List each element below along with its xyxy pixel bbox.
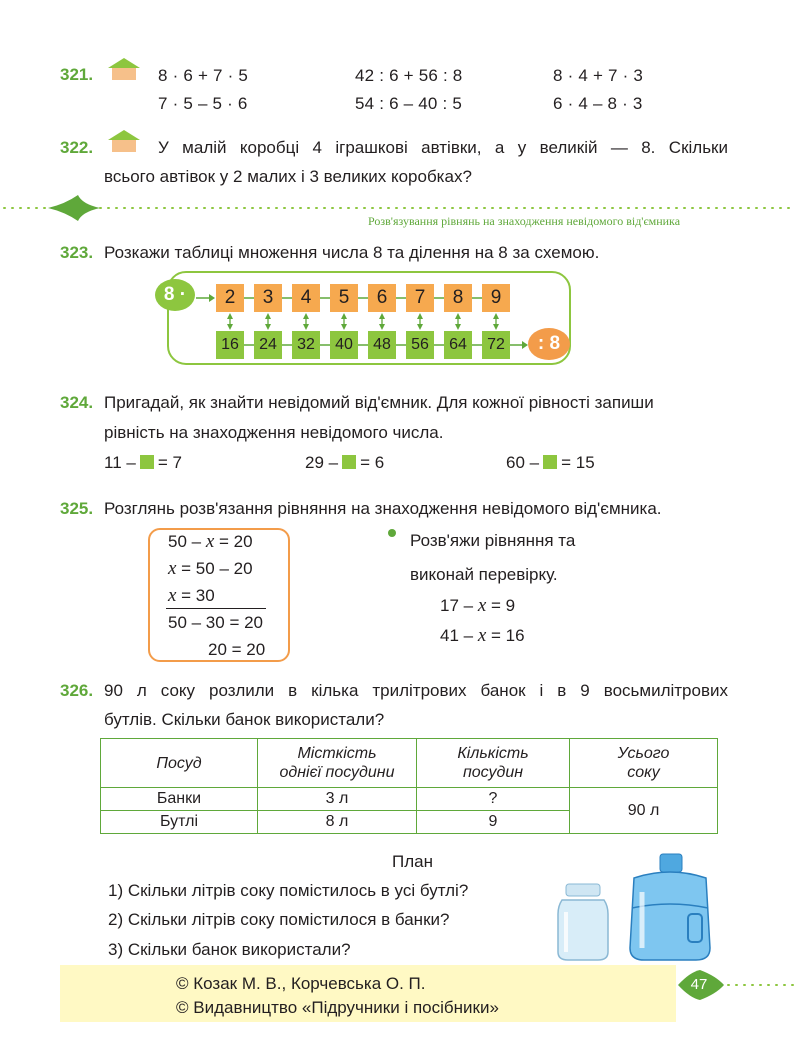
copyright-line: © Козак М. В., Корчевська О. П. — [176, 974, 426, 993]
table-cell: 3 л — [258, 788, 417, 811]
task-number-322: 322. — [60, 138, 94, 157]
product-box: 16 — [216, 331, 244, 359]
product-box: 32 — [292, 331, 320, 359]
task-text: виконай перевірку. — [410, 565, 558, 584]
table-row — [101, 788, 718, 811]
task-text: рівність на знаходження невідомого числа. — [104, 423, 444, 442]
expression: 8 · 4 + 7 · 3 — [553, 66, 644, 85]
blank-square — [543, 455, 557, 469]
task-text: Розкажи таблиці множення числа 8 та ділення на 8 за схемою. — [104, 243, 600, 262]
jar-icon — [552, 882, 614, 962]
product-box: 72 — [482, 331, 510, 359]
factor-box: 2 — [216, 284, 244, 312]
factor-box: 4 — [292, 284, 320, 312]
page-number: 47 — [690, 976, 708, 993]
table-cell: ? — [417, 788, 570, 811]
plan-item: 2) Скільки літрів соку помістилося в банки? — [108, 910, 450, 929]
divider-line — [166, 608, 266, 609]
solution-line: x = 50 – 20 — [168, 558, 253, 579]
table-header: Місткість однієї посудини — [258, 739, 417, 788]
factor-box: 3 — [254, 284, 282, 312]
table-cell: 8 л — [258, 811, 417, 834]
task-text: бутлів. Скільки банок використали? — [104, 710, 385, 729]
equation: 60 – = 15 — [506, 453, 595, 472]
task-text: Розв'яжи рівняння та — [410, 531, 576, 550]
product-box: 48 — [368, 331, 396, 359]
table-cell: Бутлі — [101, 811, 258, 834]
task-text: У малій коробці 4 іграшкові автівки, а у великій — 8. Скільки — [158, 138, 728, 157]
product-box: 56 — [406, 331, 434, 359]
multiply-by-8-badge: 8 · — [155, 279, 195, 311]
factor-box: 5 — [330, 284, 358, 312]
task-text: 90 л соку розлили в кілька трилітрових банок і в 9 восьмилітрових — [104, 681, 728, 700]
water-bottle-icon — [622, 852, 718, 962]
copyright-line: © Видавництво «Підручники і посібники» — [176, 998, 499, 1017]
equation: 41 – x = 16 — [440, 625, 525, 646]
multiplication-scheme — [150, 268, 580, 368]
factor-box: 7 — [406, 284, 434, 312]
expression: 7 · 5 – 5 · 6 — [158, 94, 248, 113]
table-cell: 9 — [417, 811, 570, 834]
house-icon — [108, 58, 140, 80]
check-line: 20 = 20 — [208, 640, 266, 659]
table-cell: 90 л — [570, 788, 718, 834]
data-table — [100, 738, 718, 834]
expression: 8 · 6 + 7 · 5 — [158, 66, 249, 85]
expression: 42 : 6 + 56 : 8 — [355, 66, 463, 85]
house-icon — [108, 130, 140, 152]
product-box: 24 — [254, 331, 282, 359]
table-cell: Банки — [101, 788, 258, 811]
task-text: Пригадай, як знайти невідомий від'ємник. Для кожної рівності запиши — [104, 393, 654, 412]
task-number-323: 323. — [60, 243, 94, 262]
product-box: 40 — [330, 331, 358, 359]
table-header: Кількість посудин — [417, 739, 570, 788]
section-title: Розв'язування рівнянь на знаходження невідомого від'ємника — [368, 214, 681, 228]
task-text: Розглянь розв'язання рівняння на знаходження невідомого від'ємника. — [104, 499, 662, 518]
table-header: Усього соку — [570, 739, 718, 788]
factor-box: 6 — [368, 284, 396, 312]
table-header: Посуд — [101, 739, 258, 788]
check-line: 50 – 30 = 20 — [168, 613, 264, 632]
task-number-321: 321. — [60, 65, 94, 84]
factor-box: 9 — [482, 284, 510, 312]
factor-box: 8 — [444, 284, 472, 312]
plan-title: План — [392, 852, 433, 871]
solution-line: x = 30 — [168, 585, 215, 606]
task-text: всього автівок у 2 малих і 3 великих коробках? — [104, 167, 472, 186]
blank-square — [342, 455, 356, 469]
equation: 17 – x = 9 — [440, 595, 516, 616]
task-number-326: 326. — [60, 681, 94, 700]
expression: 6 · 4 – 8 · 3 — [553, 94, 643, 113]
plan-item: 1) Скільки літрів соку помістилось в усі бутлі? — [108, 881, 469, 900]
divide-by-8-badge: : 8 — [528, 328, 570, 360]
equation: 11 – = 7 — [104, 453, 182, 472]
task-number-324: 324. — [60, 393, 94, 412]
leaf-icon — [48, 195, 100, 221]
expression: 54 : 6 – 40 : 5 — [355, 94, 462, 113]
task-number-325: 325. — [60, 499, 94, 518]
plan-item: 3) Скільки банок використали? — [108, 940, 351, 959]
blank-square — [140, 455, 154, 469]
solution-line: 50 – x = 20 — [168, 531, 253, 552]
equation: 29 – = 6 — [305, 453, 385, 472]
bullet-icon — [388, 529, 396, 537]
product-box: 64 — [444, 331, 472, 359]
